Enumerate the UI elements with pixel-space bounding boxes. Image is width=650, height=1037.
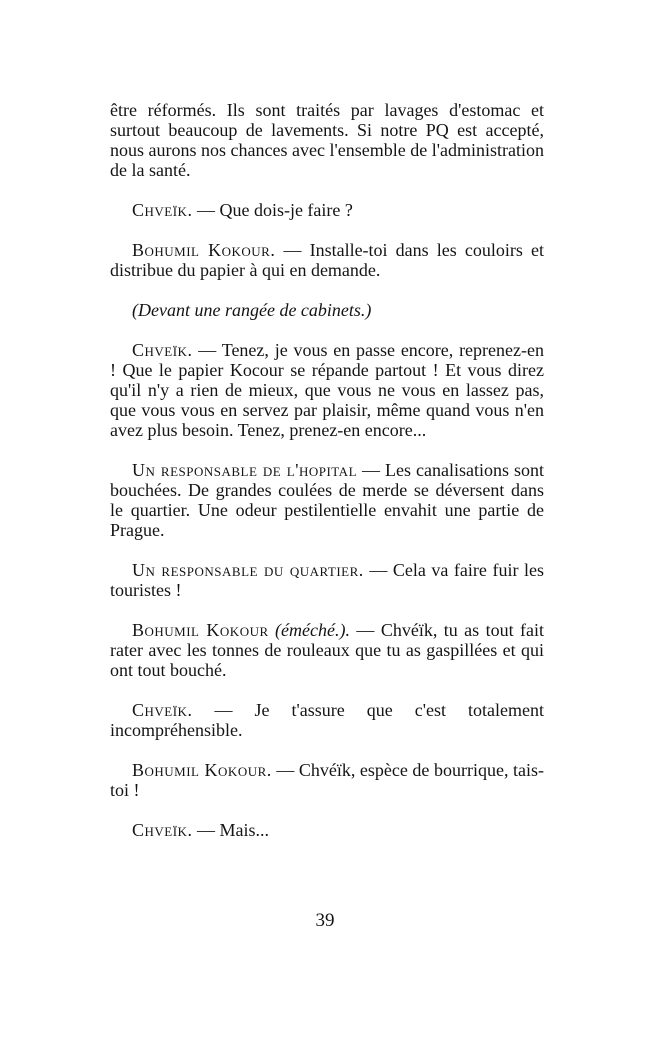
dialogue-line <box>110 820 544 840</box>
speaker-name: Chveïk. <box>132 340 193 360</box>
speaker-name: Chveïk. <box>132 200 193 220</box>
paragraph-text: être réformés. Ils sont traités par lavages d'estomac et surtout beaucoup de lavements. Si notre PQ est accepté, nous aurons nos chances avec l'ensemble de l'administration de la santé. <box>110 100 544 180</box>
dialogue-line <box>110 460 544 540</box>
dialogue-line <box>110 760 544 800</box>
dialogue-line <box>110 340 544 440</box>
paragraph-continuation <box>110 100 544 180</box>
speaker-name: Un responsable de l'hopital <box>132 460 358 480</box>
dialogue-text: — Je t'assure que c'est totalement incompréhensible. <box>110 700 544 740</box>
speaker-name: Chveïk. <box>132 700 193 720</box>
dialogue-text: — Cela va faire fuir les touristes ! <box>110 560 544 600</box>
page-body <box>110 100 544 840</box>
dialogue-line <box>110 700 544 740</box>
dialogue-text: — Chvéïk, tu as tout fait rater avec les tonnes de rouleaux que tu as gaspillées et qui ont tout bouché. <box>110 620 544 680</box>
dialogue-text: — Tenez, je vous en passe encore, reprenez-en ! Que le papier Kocour se répande partout ! Et vous direz qu'il n'y a rien de mieux, que vous ne vous en lassez pas, que vous vous en servez par plaisir, même quand vous n'en avez plus besoin. Tenez, prenez-en encore... <box>110 340 544 440</box>
speaker-name: Chveïk. <box>132 820 193 840</box>
speaker-name: Bohumil Kokour. <box>132 760 272 780</box>
dialogue-line <box>110 240 544 280</box>
dialogue-text: — Les canalisations sont bouchées. De grandes coulées de merde se déversent dans le quartier. Une odeur pestilentielle envahit une partie de Prague. <box>110 460 545 540</box>
dialogue-text: — Mais... <box>192 820 269 840</box>
stage-direction-inline: (éméché.). <box>268 620 351 640</box>
speaker-name: Bohumil Kokour. <box>132 240 276 260</box>
stage-direction <box>110 300 544 320</box>
speaker-name: Un responsable du quartier. <box>132 560 364 580</box>
dialogue-text: — Que dois-je faire ? <box>192 200 353 220</box>
speaker-name: Bohumil Kokour <box>132 620 269 640</box>
page-number: 39 <box>315 910 335 931</box>
dialogue-line <box>110 200 544 220</box>
dialogue-text: — Chvéïk, espèce de bourrique, tais-toi ! <box>110 760 544 800</box>
dialogue-text: — Installe-toi dans les couloirs et distribue du papier à qui en demande. <box>110 240 544 280</box>
dialogue-line <box>110 560 544 600</box>
stage-direction-text: (Devant une rangée de cabinets.) <box>132 300 372 320</box>
dialogue-line <box>110 620 544 680</box>
